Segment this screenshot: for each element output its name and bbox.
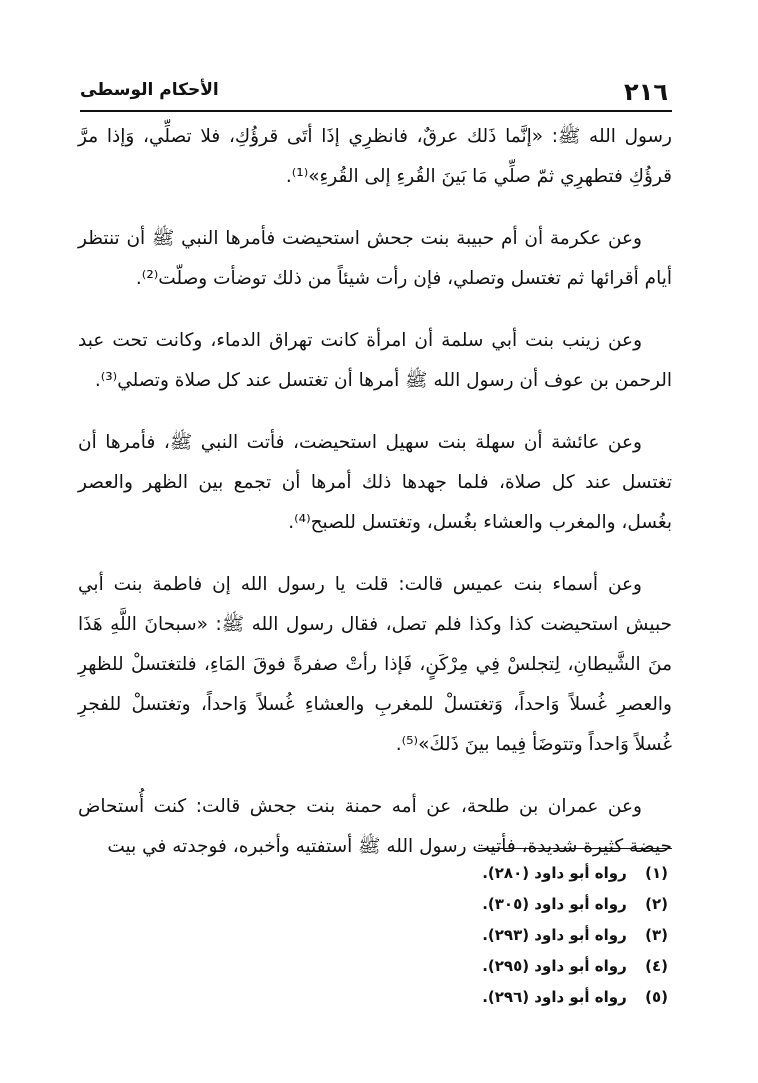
footnote-item: [300, 858, 668, 889]
footnote-number: (١): [645, 864, 668, 882]
paragraph-zaynab: وعن زينب بنت أبي سلمة أن امرأة كانت تهراق الدماء، وكانت تحت عبد الرحمن بن عوف أن رسول الله ﷺ أمرها أن تغتسل عند كل صلاة وتصلي⁽³⁾.: [78, 330, 672, 391]
footnote-item: [300, 982, 668, 1013]
footnote-item: [300, 889, 668, 920]
running-title: الأحكام الوسطى: [80, 80, 219, 100]
paragraph-asma: وعن أسماء بنت عميس قالت: قلت يا رسول الله إن فاطمة بنت أبي حبيش استحيضت كذا وكذا فلم تصل، فقال رسول الله ﷺ: «سبحانَ اللَّهِ هَذَا منَ الشَّيطانِ، لِتجلسْ فِي مِرْكَنٍ، فَإذا رأتْ صفرةً فوقَ المَاءِ، فلتغتسلْ للظهرِ والعصرِ غُسلاً وَاحداً، وَتغتسلْ للمغربِ والعشاءِ غُسلاً وَاحداً، وتغتسلْ للفجرِ غُسلاً وَاحداً وتتوضَأ فِيما بينَ ذَلكَ»⁽⁵⁾.: [78, 574, 672, 755]
footnote-text: رواه أبو داود (٢٨٠).: [482, 864, 627, 882]
footnote-number: (٤): [645, 957, 668, 975]
footnote-number: (٢): [645, 895, 668, 913]
paragraph-imran: وعن عمران بن طلحة، عن أمه حمنة بنت جحش قالت: كنت أُستحاض حيضة كثيرة شديدة، فأتيت رسول الله ﷺ أستفتيه وأخبره، فوجدته في بيت: [78, 796, 672, 857]
footnote-text: رواه أبو داود (٢٩٦).: [482, 988, 627, 1006]
footnote-text: رواه أبو داود (٣٠٥).: [482, 895, 627, 913]
paragraph-continued: رسول الله ﷺ: «إنَّما ذَلك عرقٌ، فانظرِي إذَا أتَى قرؤُكِ، فلا تصلِّي، وَإذا مرَّ قرؤُكِ فتطهرِي ثمّ صلِّي مَا بَينَ القُرءِ إلى القُرءِ»⁽¹⁾.: [78, 126, 672, 187]
footnote-number: (٣): [645, 926, 668, 944]
footnote-text: رواه أبو داود (٢٩٣).: [482, 926, 627, 944]
page-header: [80, 74, 668, 110]
page-number: ٢١٦: [624, 78, 668, 106]
header-divider: [80, 110, 672, 112]
paragraph-aisha: وعن عائشة أن سهلة بنت سهيل استحيضت، فأتت النبي ﷺ، فأمرها أن تغتسل عند كل صلاة، فلما جهدها ذلك أمرها أن تجمع بين الظهر والعصر بغُسل، والمغرب والعشاء بغُسل، وتغتسل للصبح⁽⁴⁾.: [78, 432, 672, 533]
footnote-item: [300, 951, 668, 982]
paragraph-ikrima: وعن عكرمة أن أم حبيبة بنت جحش استحيضت فأمرها النبي ﷺ أن تنتظر أيام أقرائها ثم تغتسل وتصلي، فإن رأت شيئاً من ذلك توضأت وصلّت⁽²⁾.: [78, 228, 672, 289]
main-text: [78, 117, 672, 867]
footnote-number: (٥): [645, 988, 668, 1006]
footnote-item: [300, 920, 668, 951]
footnote-divider: [478, 848, 672, 849]
footnote-text: رواه أبو داود (٢٩٥).: [482, 957, 627, 975]
footnotes: [300, 858, 668, 1013]
